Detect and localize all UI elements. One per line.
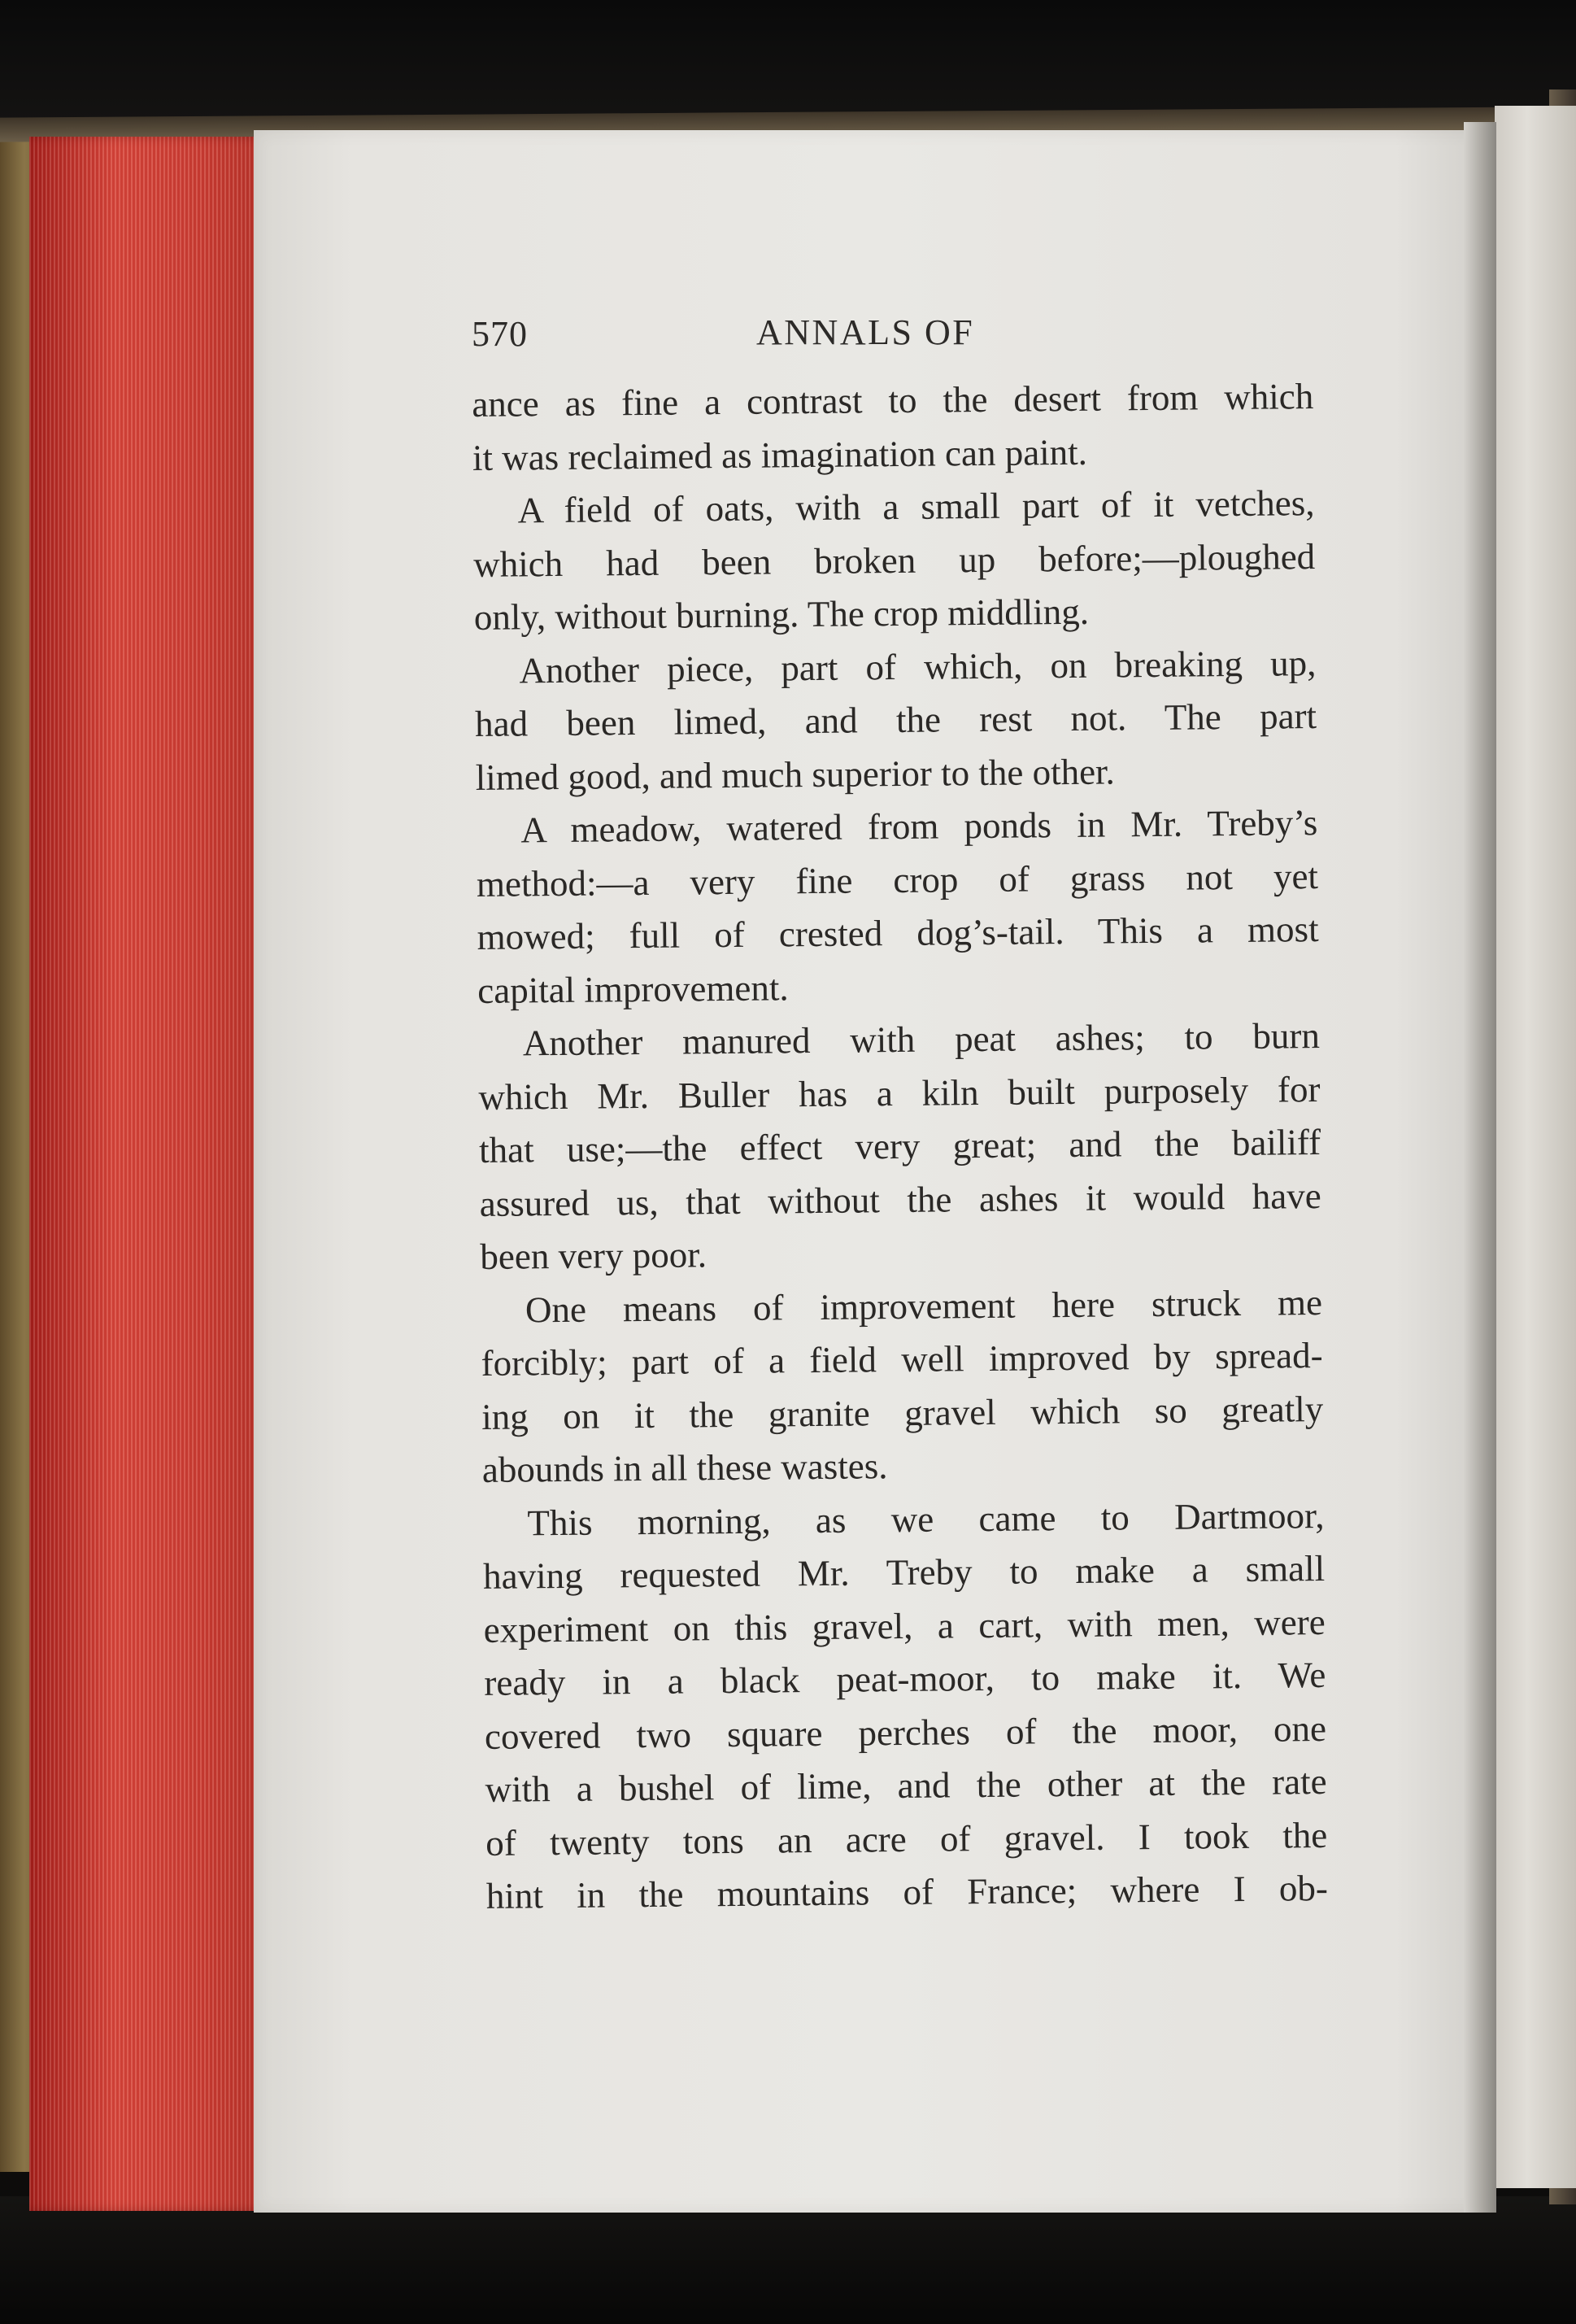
- background-top: [0, 0, 1576, 122]
- page-gutter: [1464, 122, 1496, 2213]
- text-line: A meadow, watered from ponds in Mr. Treby’s: [520, 802, 1318, 851]
- text-line: forcibly; part of a field well improved by spread-: [481, 1335, 1323, 1384]
- text-line: experiment on this gravel, a cart, with men, were: [483, 1601, 1326, 1650]
- background-bottom: [0, 2196, 1576, 2324]
- page-number: 570: [472, 314, 528, 354]
- text-line: hint in the mountains of France; where I ob-: [485, 1867, 1329, 1916]
- text-line: been very poor.: [480, 1234, 707, 1277]
- text-line: ing on it the granite gravel which so greatly: [481, 1388, 1324, 1437]
- text-line: Another manured with peat ashes; to burn: [522, 1015, 1321, 1064]
- text-line: ready in a black peat-moor, to make it. We: [484, 1654, 1326, 1703]
- running-head: ANNALS OF: [756, 312, 975, 352]
- text-line: limed good, and much superior to the other.: [475, 750, 1116, 798]
- text-line: abounds in all these wastes.: [481, 1445, 888, 1490]
- text-line: ance as fine a contrast to the desert from which: [472, 376, 1314, 425]
- text-line: only, without burning. The crop middling.: [473, 591, 1090, 638]
- facing-page-edge: [1495, 106, 1576, 2188]
- text-line: that use;—the effect very great; and the bailiff: [478, 1122, 1321, 1171]
- body-text: [472, 370, 1348, 1924]
- text-line: it was reclaimed as imagination can paint.: [472, 431, 1088, 478]
- text-line: with a bushel of lime, and the other at the rate: [485, 1760, 1327, 1810]
- text-line: This morning, as we came to Dartmoor,: [527, 1494, 1325, 1543]
- text-line: had been limed, and the rest not. The part: [474, 695, 1317, 744]
- text-line: having requested Mr. Treby to make a small: [482, 1547, 1326, 1597]
- text-line: which had been broken up before;—ploughed: [472, 535, 1316, 585]
- text-line: method:—a very fine crop of grass not yet: [476, 855, 1319, 905]
- text-line: One means of improvement here struck me: [525, 1281, 1323, 1330]
- text-line: A field of oats, with a small part of it vetches,: [517, 482, 1315, 531]
- text-line: covered two square perches of the moor, one: [484, 1707, 1327, 1757]
- red-page-edges: [29, 137, 273, 2211]
- text-line: of twenty tons an acre of gravel. I took the: [485, 1814, 1328, 1864]
- page-header: [472, 313, 1057, 362]
- text-line: capital improvement.: [477, 966, 789, 1011]
- text-line: Another piece, part of which, on breaking up,: [519, 642, 1317, 691]
- text-line: mowed; full of crested dog’s-tail. This a most: [477, 909, 1319, 957]
- text-line: assured us, that without the ashes it would have: [479, 1175, 1321, 1224]
- text-line: which Mr. Buller has a kiln built purposely for: [478, 1068, 1321, 1118]
